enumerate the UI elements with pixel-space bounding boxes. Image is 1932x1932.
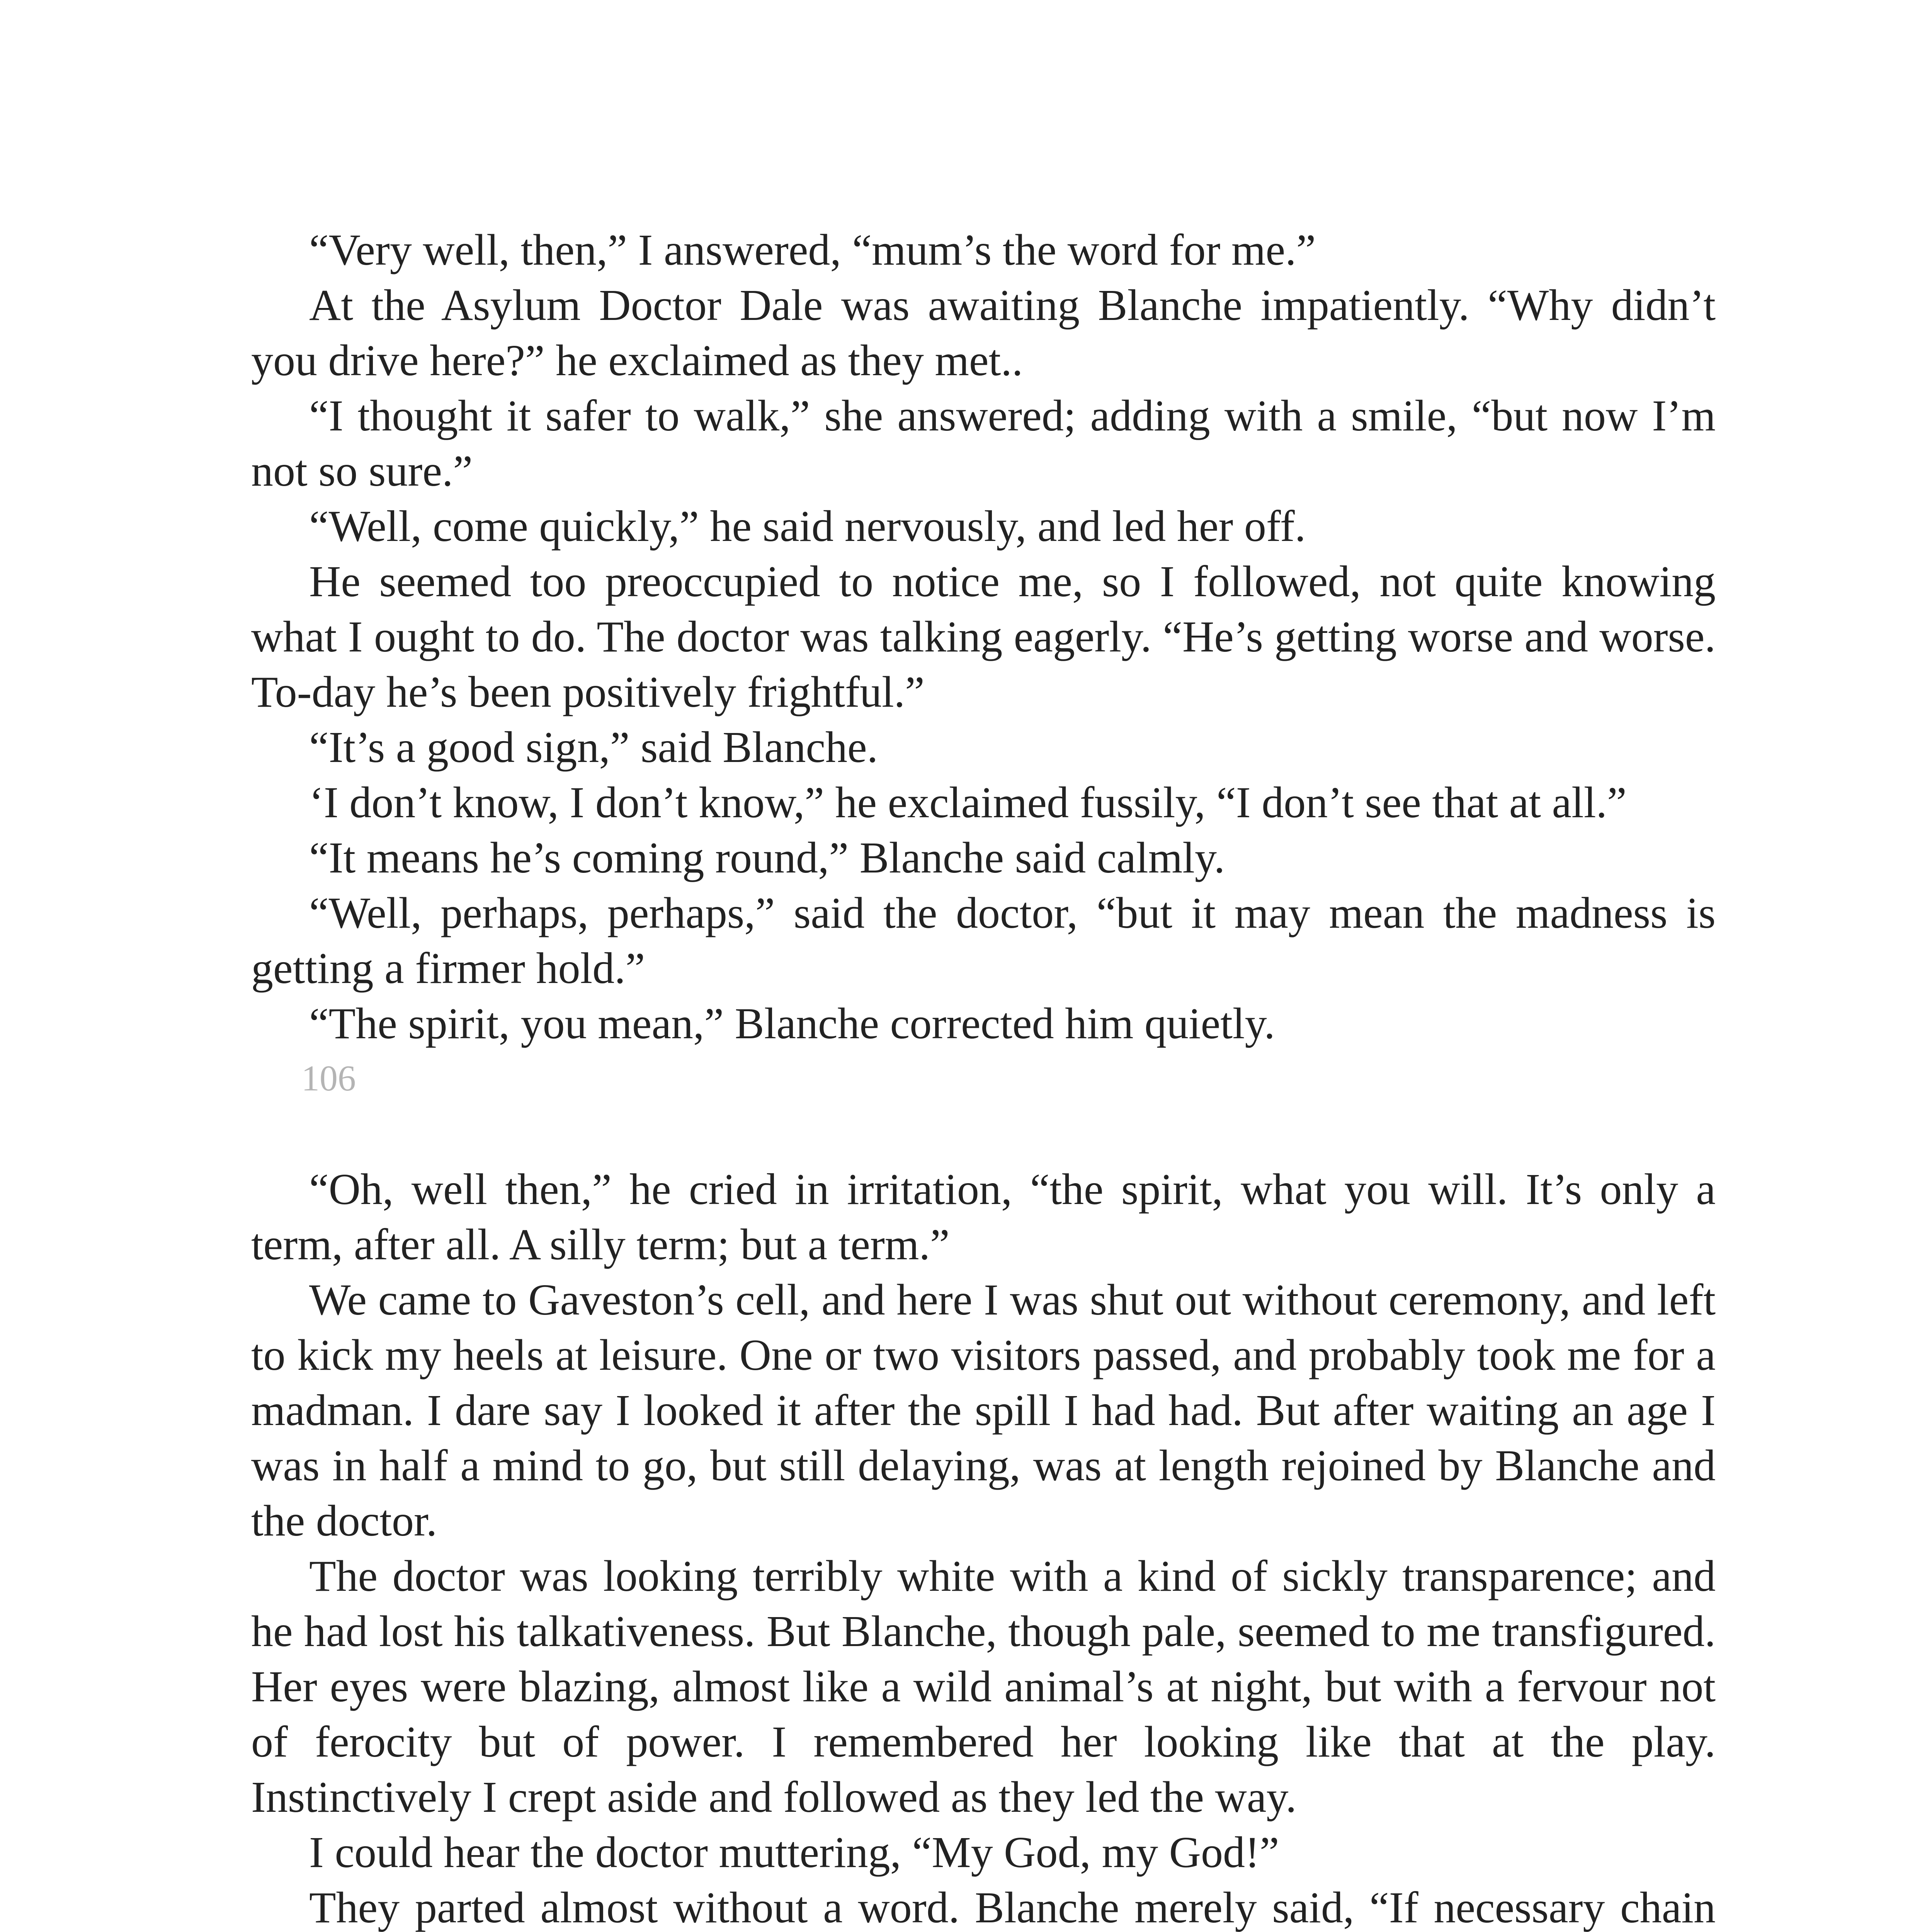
paragraph: At the Asylum Doctor Dale was awaiting Blanche impatiently. “Why didn’t you drive here?” he exclaimed as they met.. <box>251 281 1716 385</box>
paragraph: He seemed too preoccupied to notice me, so I followed, not quite knowing what I ought to do. The doctor was talking eagerly. “He’s getting worse and worse. To-day he’s been positively frightful.” <box>251 557 1716 716</box>
paragraph: I could hear the doctor muttering, “My God, my God!” <box>309 1828 1279 1877</box>
page-number: 106 <box>301 1058 356 1099</box>
page-text <box>251 222 1716 1932</box>
paragraph: They parted almost without a word. Blanche merely said, “If necessary chain <box>309 1883 1716 1932</box>
paragraph: “Oh, well then,” he cried in irritation, “the spirit, what you will. It’s only a term, after all. A silly term; but a term.” <box>251 1165 1716 1269</box>
paragraph: We came to Gaveston’s cell, and here I was shut out without ceremony, and left to kick my heels at leisure. One or two visitors passed, and probably took me for a madman. I dare say I looked it after the spill I had had. But after waiting an age I was in half a mind to go, but still delaying, was at length rejoined by Blanche and the doctor. <box>251 1275 1716 1545</box>
paragraph: “I thought it safer to walk,” she answered; adding with a smile, “but now I’m not so sure.” <box>251 391 1716 495</box>
paragraph: “It’s a good sign,” said Blanche. <box>309 723 878 772</box>
paragraph: “Well, perhaps, perhaps,” said the doctor, “but it may mean the madness is getting a firmer hold.” <box>251 888 1716 993</box>
paragraph: “Very well, then,” I answered, “mum’s the word for me.” <box>309 225 1316 274</box>
paragraph: ‘I don’t know, I don’t know,” he exclaimed fussily, “I don’t see that at all.” <box>309 778 1627 827</box>
text-block-bottom <box>251 1162 1716 1932</box>
paragraph: “The spirit, you mean,” Blanche corrected him quietly. <box>309 999 1275 1048</box>
paragraph: “Well, come quickly,” he said nervously, and led her off. <box>309 502 1306 551</box>
paragraph: The doctor was looking terribly white with a kind of sickly transparence; and he had lost his talkativeness. But Blanche, though pale, seemed to me transfigured. Her eyes were blazing, almost like a wild animal’s at night, but with a fervour not of ferocity but of power. I remembered her looking like that at the play. Instinctively I crept aside and followed as they led the way. <box>251 1551 1716 1821</box>
paragraph: “It means he’s coming round,” Blanche said calmly. <box>309 833 1225 882</box>
text-block-top <box>251 222 1716 1051</box>
